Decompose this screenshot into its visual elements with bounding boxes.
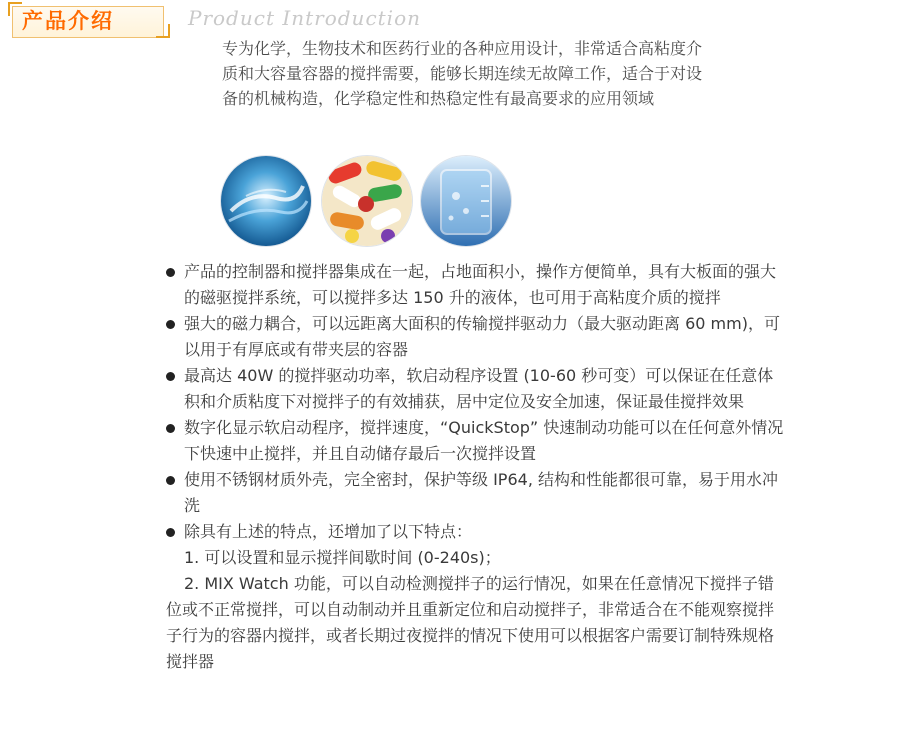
section-subtitle-en: Product Introduction	[188, 6, 421, 30]
list-item	[166, 363, 788, 415]
bullet-dot-icon	[166, 528, 175, 537]
pills-image	[322, 156, 412, 246]
list-item	[166, 467, 788, 519]
bullet-dot-icon	[166, 476, 175, 485]
beaker-image	[421, 156, 511, 246]
bullet-dot-icon	[166, 372, 175, 381]
feature-text: 使用不锈钢材质外壳，完全密封，保护等级 IP64, 结构和性能都很可靠，易于用水冲洗	[184, 470, 778, 515]
feature-text: 最高达 40W 的搅拌驱动功率，软启动程序设置 (10-60 秒可变）可以保证在任意体积和介质粘度下对搅拌子的有效捕获，居中定位及安全加速，保证最佳搅拌效果	[184, 366, 774, 411]
list-item	[166, 519, 788, 545]
header-ornament-top-left	[8, 2, 22, 16]
feature-text: 除具有上述的特点，还增加了以下特点：	[184, 522, 473, 541]
extra-feature-1: 1. 可以设置和显示搅拌间歇时间 (0-240s)；	[184, 548, 501, 567]
list-item	[166, 259, 788, 311]
list-item	[166, 415, 788, 467]
feature-text: 产品的控制器和搅拌器集成在一起，占地面积小，操作方便简单，具有大板面的强大的磁驱搅拌系统，可以搅拌多达 150 升的液体，也可用于高粘度介质的搅拌	[184, 262, 777, 307]
bullet-dot-icon	[166, 320, 175, 329]
section-title: 产品介绍	[22, 9, 114, 33]
bullet-dot-icon	[166, 268, 175, 277]
extra-feature-2: 2. MIX Watch 功能，可以自动检测搅拌子的运行情况，如果在任意情况下搅拌子错位或不正常搅拌，可以自动制动并且重新定位和启动搅拌子，非常适合在不能观察搅拌子行为的容器内搅拌，或者长期过夜搅拌的情况下使用可以根据客户需要订制特殊规格搅拌器	[166, 574, 775, 671]
list-item	[166, 311, 788, 363]
header-ornament-bottom-right	[156, 24, 170, 38]
water-vortex-image	[221, 156, 311, 246]
feature-text: 数字化显示软启动程序，搅拌速度，“QuickStop” 快速制动功能可以在任何意外情况下快速中止搅拌，并且自动储存最后一次搅拌设置	[184, 418, 784, 463]
intro-paragraph: 专为化学，生物技术和医药行业的各种应用设计，非常适合高粘度介质和大容量容器的搅拌需要，能够长期连续无故障工作，适合于对设备的机械构造，化学稳定性和热稳定性有最高要求的应用领域	[222, 39, 703, 108]
section-header	[6, 2, 176, 38]
bullet-dot-icon	[166, 424, 175, 433]
feature-list	[166, 259, 788, 675]
feature-text: 强大的磁力耦合，可以远距离大面积的传输搅拌驱动力（最大驱动距离 60 mm)，可以用于有厚底或有带夹层的容器	[184, 314, 780, 359]
